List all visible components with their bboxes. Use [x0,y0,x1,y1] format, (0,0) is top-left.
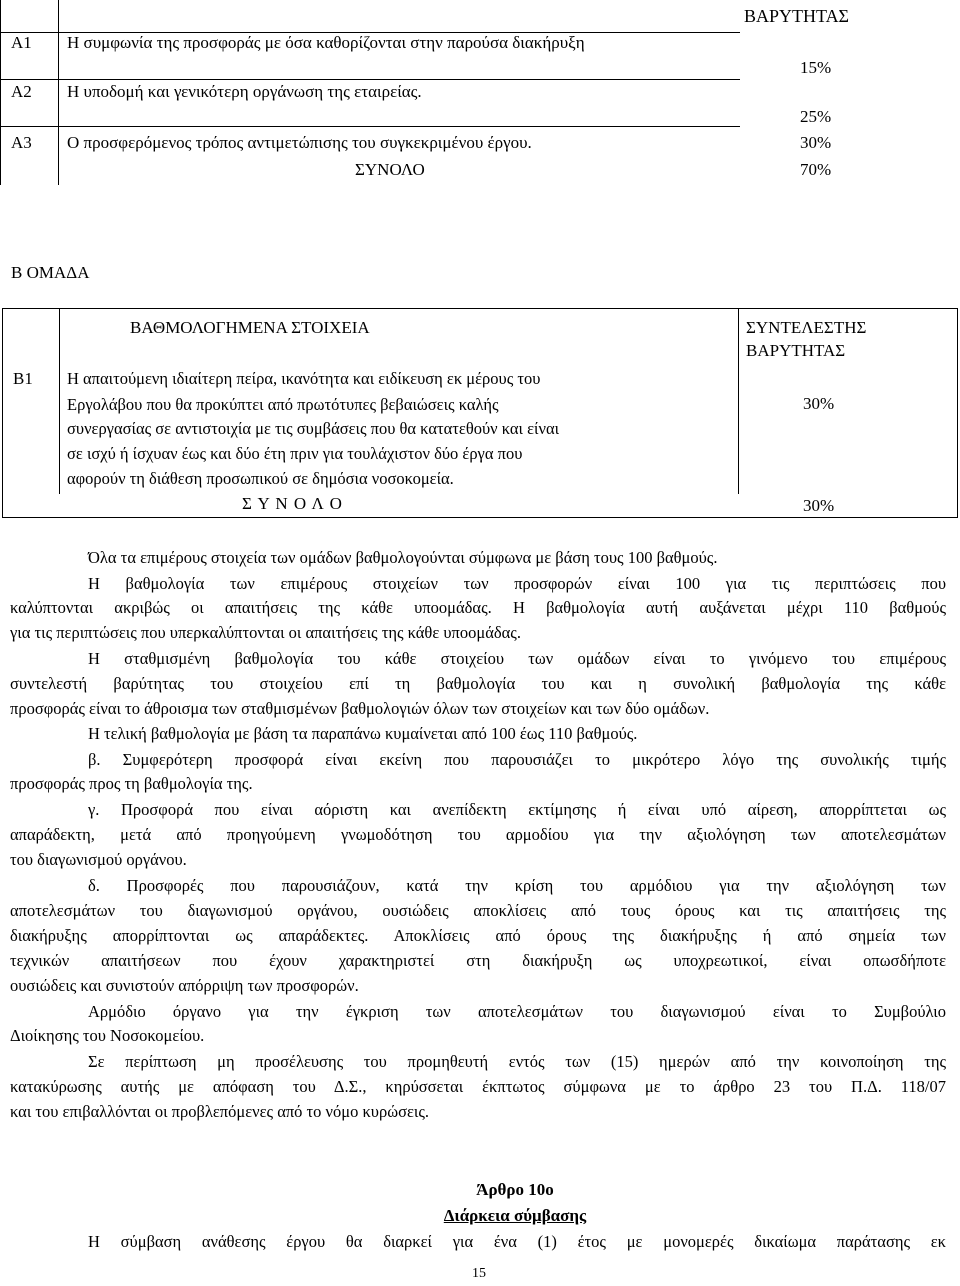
body-line: κατακύρωσης αυτής με απόφαση του Δ.Σ., κηρύσσεται έκπτωτος σύμφωνα με το άρθρο 23 του Π.Δ. 118/07 [10,1077,946,1096]
body-line: καλύπτονται ακριβώς οι απαιτήσεις της κάθε υποομάδας. Η βαθμολογία αυτή αυξάνεται μέχρι 110 βαθμούς [10,598,946,617]
article-first-line: Η σύμβαση ανάθεσης έργου θα διαρκεί για ένα (1) έτος με μονομερές δικαίωμα παράτασης εκ [88,1232,946,1251]
row-text-line: σε ισχύ ή ίσχυαν έως και δύο έτη πριν για τουλάχιστον δύο έργα που [67,444,523,463]
row-code: Β1 [13,369,33,388]
body-line: Σε περίπτωση μη προσέλευσης του προμηθευτή εντός των (15) ημερών από την κοινοποίηση της [88,1052,946,1071]
body-line: του διαγωνισμού οργάνου. [10,850,187,869]
row-text: Ο προσφερόμενος τρόπος αντιμετώπισης του συγκεκριμένου έργου. [67,133,532,152]
row-text: Η συμφωνία της προσφοράς με όσα καθορίζονται στην παρούσα διακήρυξη [67,33,585,52]
body-line: συντελεστή βαρύτητας του στοιχείου επί τη βαθμολογία του και η συνολική βαθμολογία της κάθε [10,674,946,693]
row-code: Α1 [11,33,32,52]
body-line: για τις περιπτώσεις που υπερκαλύπτονται οι απαιτήσεις της κάθε υποομάδας. [10,623,521,642]
row-weight: 25% [800,107,832,126]
body-line: και του επιβαλλόνται οι προβλεπόμενες από το νόμο κυρώσεις. [10,1102,429,1121]
row-text-line: συνεργασίας σε αντιστοιχία με τις συμβάσεις που θα κατατεθούν και είναι [67,419,560,438]
article-title: Άρθρο 10ο [476,1180,554,1199]
body-line: Αρμόδιο όργανο για την έγκριση των αποτελεσμάτων του διαγωνισμού είναι το Συμβούλιο [88,1002,946,1021]
body-line: διακήρυξης απορρίπτονται ως απαράδεκτες. Αποκλίσεις από όρους της διακήρυξης ή από σημεία των [10,926,946,945]
row-code: Α2 [11,82,32,101]
page-number: 15 [472,1266,486,1281]
table-b-weight-header-2: ΒΑΡΥΤΗΤΑΣ [746,341,846,360]
table-b-total-label: Σ Υ Ν Ο Λ Ο [242,494,343,513]
body-line: τεχνικών απαιτήσεων που έχουν χαρακτηριστεί στη διακήρυξη ως υποχρεωτικοί, είναι οπωσδήποτε [10,951,946,970]
row-text-line: αφορούν τη διάθεση προσωπικού σε δημόσια νοσοκομεία. [67,469,454,488]
row-weight: 30% [803,394,835,413]
table-a-total-value: 70% [800,160,832,179]
body-line: αποτελεσμάτων του διαγωνισμού οργάνου, ουσιώδεις αποκλίσεις από τους όρους και τις απαιτήσεις της [10,901,946,920]
row-code: Α3 [11,133,32,152]
body-line: Διοίκησης του Νοσοκομείου. [10,1026,205,1045]
body-line: δ. Προσφορές που παρουσιάζουν, κατά την κρίση του αρμόδιου για την αξιολόγηση των [88,876,946,895]
body-line: Η σταθμισμένη βαθμολογία του κάθε στοιχείου των ομάδων είναι το γινόμενο του επιμέρους [88,649,946,668]
table-b-items-header: ΒΑΘΜΟΛΟΓΗΜΕΝΑ ΣΤΟΙΧΕΙΑ [130,318,370,337]
table-a-weight-header: ΒΑΡΥΤΗΤΑΣ [744,6,850,26]
body-line: Η τελική βαθμολογία με βάση τα παραπάνω κυμαίνεται από 100 έως 110 βαθμούς. [88,724,638,743]
row-text-line: Η απαιτούμενη ιδιαίτερη πείρα, ικανότητα και ειδίκευση εκ μέρους του [67,369,541,388]
group-b-title: Β ΟΜΑΔΑ [11,263,90,282]
table-a-total-label: ΣΥΝΟΛΟ [355,160,425,179]
row-weight: 30% [800,133,832,152]
body-line: γ. Προσφορά που είναι αόριστη και ανεπίδεκτη εκτίμησης ή είναι υπό αίρεση, απορρίπτεται ως [88,800,946,819]
body-line: προσφοράς προς τη βαθμολογία της. [10,774,253,793]
body-line: β. Συμφερότερη προσφορά είναι εκείνη που παρουσιάζει το μικρότερο λόγο της συνολικής τιμής [88,750,946,769]
row-text-line: Εργολάβου που θα προκύπτει από πρωτότυπες βεβαιώσεις καλής [67,395,499,414]
body-line: Η βαθμολογία των επιμέρους στοιχείων των προσφορών είναι 100 για τις περιπτώσεις που [88,574,946,593]
row-text: Η υποδομή και γενικότερη οργάνωση της εταιρείας. [67,82,422,101]
body-line: απαράδεκτη, μετά από προηγούμενη γνωμοδότηση του αρμοδίου για την αξιολόγηση των αποτελεσμάτων [10,825,946,844]
table-b-total-value: 30% [803,496,835,515]
body-line: προσφοράς είναι το άθροισμα των σταθμισμένων βαθμολογιών όλων των στοιχείων και των δύο ομάδων. [10,699,710,718]
article-subtitle: Διάρκεια σύμβασης [443,1206,587,1225]
body-line: Όλα τα επιμέρους στοιχεία των ομάδων βαθμολογούνται σύμφωνα με βάση τους 100 βαθμούς. [88,548,718,567]
row-weight: 15% [800,58,832,77]
body-line: ουσιώδεις και συνιστούν απόρριψη των προσφορών. [10,976,359,995]
table-b-weight-header-1: ΣΥΝΤΕΛΕΣΤΗΣ [746,318,867,337]
